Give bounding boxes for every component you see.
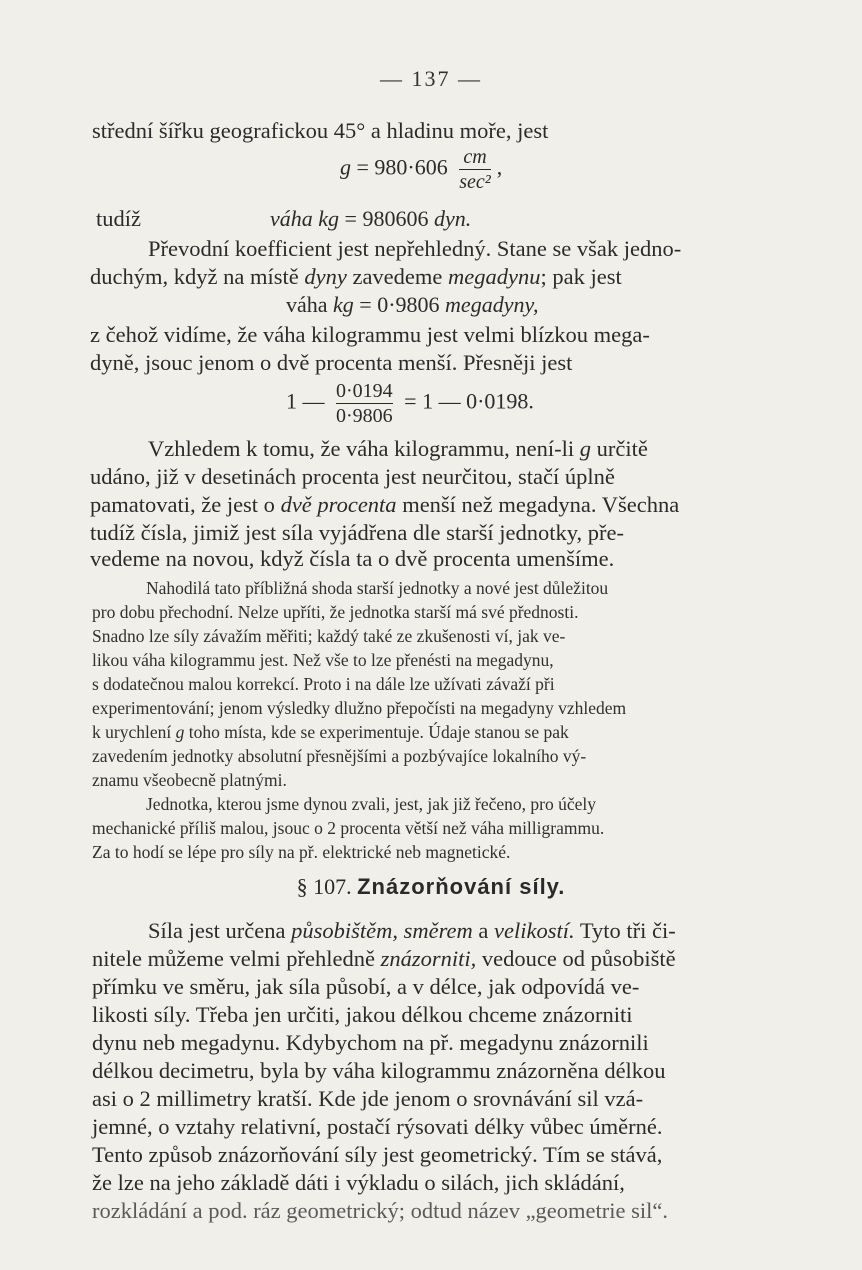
text-line [90, 492, 679, 518]
text-line: vedeme na novou, když čísla ta o dvě procenta umenšíme. [90, 546, 615, 571]
formula-minus: — [302, 388, 325, 414]
text-run: menší než megadyna. Všechna [402, 492, 680, 517]
text-line: asi o 2 millimetry kratší. Kde jde jenom o srovnávání sil vzá- [92, 1086, 644, 1111]
italic-term: směrem [403, 918, 473, 943]
text-line: dynu neb megadynu. Kdybychom na př. megadynu znázornili [92, 1030, 649, 1055]
italic-term: dyny [304, 264, 347, 289]
text-line: střední šířku geografickou 45° a hladinu moře, jest [92, 118, 549, 143]
formula-unit: megadyny, [445, 292, 539, 317]
text-run: toho místa, kde se experimentuje. Údaje stanou se pak [188, 722, 569, 742]
italic-symbol: g [579, 436, 592, 461]
formula-equals: = [344, 206, 357, 231]
formula-weight-megadyne [286, 292, 539, 318]
text-line: likosti síly. Třeba jen určiti, jakou délkou chceme znázorniti [92, 1002, 633, 1027]
page-number: — 137 — [380, 66, 482, 91]
text-line: jemné, o vztahy relativní, postačí rýsovati délky vůbec úměrné. [92, 1114, 663, 1139]
formula-value: 980606 [362, 206, 429, 231]
italic-term: velikostí. [493, 918, 575, 943]
text-line: přímku ve směru, jak síla působí, a v délce, jak odpovídá ve- [92, 974, 640, 999]
text-line: udáno, již v desetinách procenta jest neurčitou, stačí úplně [90, 464, 615, 489]
italic-term: znázorniti, [380, 946, 477, 971]
text-run: zavedeme [352, 264, 443, 289]
note-line: Nahodilá tato příbližná shoda starší jednotky a nové jest důležitou [146, 578, 609, 598]
fraction-bar [459, 169, 491, 170]
formula-symbol: g [340, 154, 351, 180]
section-title: Znázorňování síly. [357, 874, 566, 899]
text-line: délkou decimetru, byla by váha kilogrammu znázorněna délkou [92, 1058, 666, 1083]
fraction-denominator: 0·9806 [336, 405, 393, 427]
note-line: zavedením jednotky absolutní přesnějšími a pozbývajíce lokalního vý- [92, 746, 587, 766]
text-run: duchým, když na místě [90, 264, 299, 289]
note-line: likou váha kilogrammu jest. Než vše to lze přenésti na megadynu, [92, 650, 554, 670]
text-line: Převodní koefficient jest nepřehledný. Stane se však jedno- [148, 236, 682, 261]
fraction-bar [336, 403, 393, 404]
text-run: určitě [596, 436, 648, 461]
formula-value: 980·606 [374, 154, 448, 180]
tudiz-label: tudíž [96, 206, 141, 231]
text-run: vedouce od působiště [481, 946, 676, 971]
text-line [92, 946, 676, 972]
note-line: experimentování; jenom výsledky dlužno přepočísti na megadyny vzhledem [92, 698, 627, 718]
text-run: k urychlení [92, 722, 172, 742]
formula-equals: = [356, 154, 369, 180]
text-run: Tyto tři či- [579, 918, 676, 943]
formula-fraction [459, 146, 491, 193]
formula-symbol: kg [318, 206, 340, 231]
italic-term: působištěm, [291, 918, 398, 943]
note-line: pro dobu přechodní. Nelze upříti, že jednotka starší má své přednosti. [92, 602, 579, 622]
note-line: znamu všeobecně platnými. [92, 770, 287, 790]
text-line: že lze na jeho základě dáti i výkladu o silách, jich skládání, [92, 1170, 625, 1195]
text-line [148, 436, 648, 462]
text-run: ; pak jest [540, 264, 622, 289]
formula-gravity [340, 146, 502, 193]
text-run: Vzhledem k tomu, že váha kilogrammu, není-li [148, 436, 575, 461]
note-line: Jednotka, kterou jsme dynou zvali, jest, jak již řečeno, pro účely [146, 794, 597, 814]
formula-weight-dyn [270, 206, 471, 232]
text-line [148, 918, 676, 944]
text-run: a [478, 918, 489, 943]
text-line: z čehož vidíme, že váha kilogrammu jest velmi blízkou mega- [90, 322, 650, 347]
italic-symbol: g [175, 722, 185, 742]
italic-term: megadynu [448, 264, 541, 289]
text-line: tudíž čísla, jimiž jest síla vyjádřena dle starší jednotky, pře- [90, 520, 625, 545]
formula-unit: dyn. [433, 206, 472, 231]
formula-ratio [286, 380, 534, 427]
note-line: Snadno lze síly závažím měřiti; každý také ze zkušenosti ví, jak ve- [92, 626, 566, 646]
fraction-numerator: cm [463, 146, 487, 168]
text-line: rozkládání a pod. ráz geometrický; odtud název „geometrie sil“. [92, 1198, 669, 1223]
text-run: Síla jest určena [148, 918, 286, 943]
section-number: § 107. [296, 874, 352, 899]
note-line: s dodatečnou malou korrekcí. Proto i na dále lze užívati závaží při [92, 674, 555, 694]
note-line [92, 722, 569, 743]
note-line: Za to hodí se lépe pro síly na př. elektrické neb magnetické. [92, 842, 511, 862]
formula-one: 1 [286, 388, 297, 414]
fraction-numerator: 0·0194 [336, 380, 393, 402]
fraction-denominator: sec² [459, 171, 491, 193]
formula-equals: = [359, 292, 372, 317]
text-line: dyně, jsouc jenom o dvě procenta menší. Přesněji jest [90, 350, 573, 375]
note-line: mechanické příliš malou, jsouc o 2 procenta větší než váha milligrammu. [92, 818, 605, 838]
formula-result: = 1 — 0·0198. [404, 388, 534, 414]
text-run: nitele můžeme velmi přehledně [92, 946, 376, 971]
formula-symbol: kg [333, 292, 354, 317]
text-line [90, 264, 622, 290]
section-heading [0, 874, 862, 900]
text-run: pamatovati, že jest o [90, 492, 275, 517]
formula-word: váha [286, 292, 328, 317]
formula-fraction [336, 380, 393, 427]
formula-trailing: , [496, 154, 503, 180]
italic-term: dvě procenta [280, 492, 397, 517]
formula-value: 0·9806 [377, 292, 440, 317]
formula-word: váha [270, 206, 313, 231]
text-line: Tento způsob znázorňování síly jest geometrický. Tím se stává, [92, 1142, 663, 1167]
